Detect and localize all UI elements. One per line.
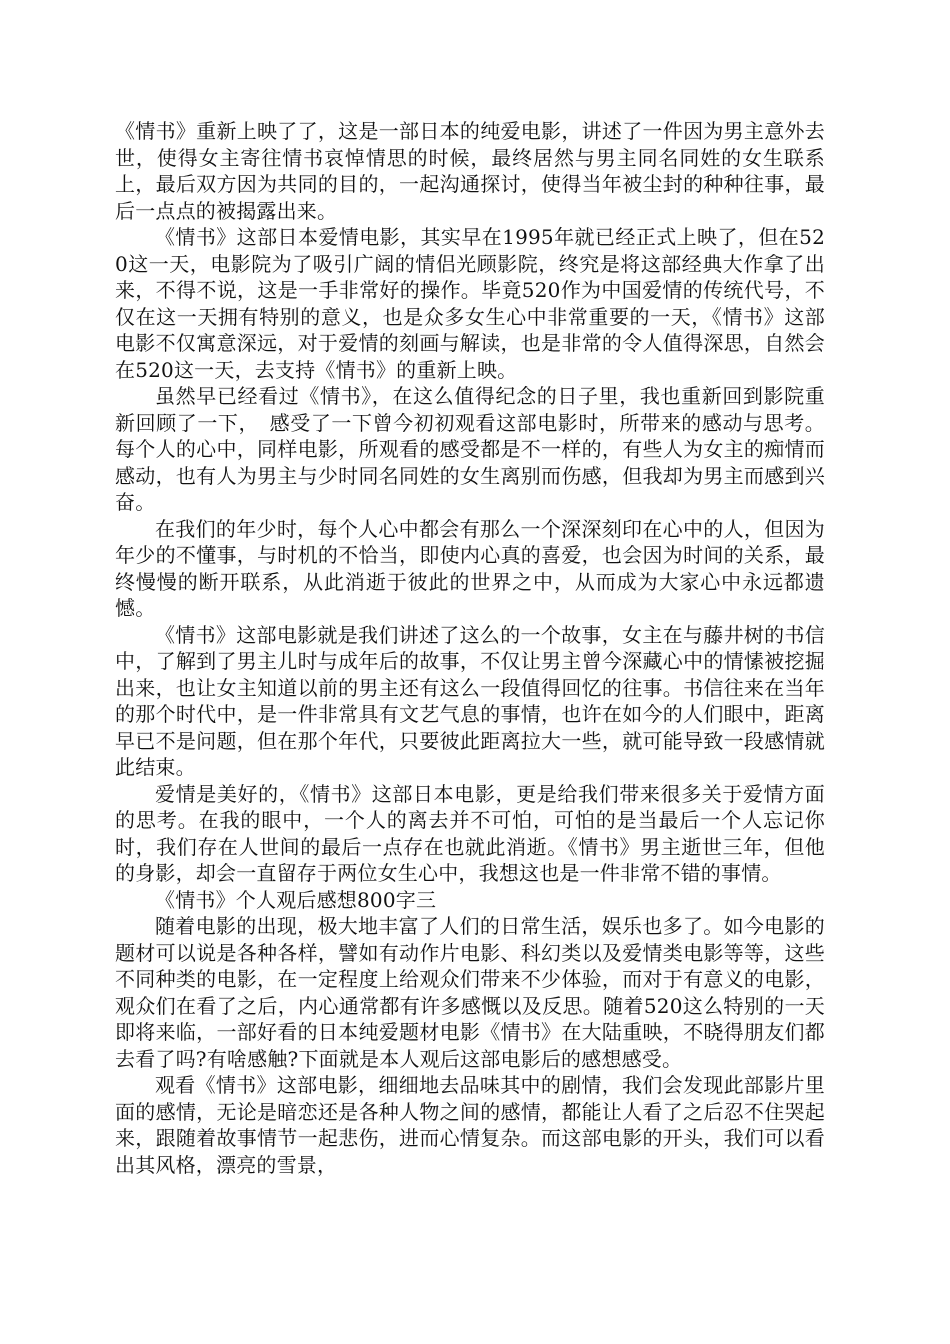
paragraph-3: 虽然早已经看过《情书》，在这么值得纪念的日子里，我也重新回到影院重新回顾了一下， 感受了一下曾今初初观看这部电影时，所带来的感动与思考。每个人的心中，同样电影，所观看的感受都是不一样的，有些人为女主的痴情而感动，也有人为男主与少时同名同姓的女生离别而伤感，但我却为男主而感到兴奋。: [115, 384, 825, 514]
paragraph-1: 《情书》重新上映了了，这是一部日本的纯爱电影，讲述了一件因为男主意外去世，使得女主寄往情书哀悼情思的时候，最终居然与男主同名同姓的女生联系上，最后双方因为共同的目的，一起沟通探讨，使得当年被尘封的种种往事，最后一点点的被揭露出来。: [115, 119, 825, 223]
document-body: [115, 118, 825, 1178]
paragraph-5: 《情书》这部电影就是我们讲述了这么的一个故事，女主在与藤井树的书信中，了解到了男主儿时与成年后的故事，不仅让男主曾今深藏心中的情愫被挖掘出来，也让女主知道以前的男主还有这么一段值得回忆的往事。书信往来在当年的那个时代中，是一件非常具有文艺气息的事情，也许在如今的人们眼中，距离早已不是问题，但在那个年代，只要彼此距离拉大一些，就可能导致一段感情就此结束。: [115, 622, 825, 779]
paragraph-2: 《情书》这部日本爱情电影，其实早在1995年就已经正式上映了，但在520这一天，电影院为了吸引广阔的情侣光顾影院，终究是将这部经典大作拿了出来，不得不说，这是一手非常好的操作。毕竟520作为中国爱情的传统代号，不仅在这一天拥有特别的意义，也是众多女生心中非常重要的一天，《情书》这部电影不仅寓意深远，对于爱情的刻画与解读，也是非常的令人值得深思，自然会在520这一天，去支持《情书》的重新上映。: [115, 225, 825, 382]
section-heading: 《情书》个人观后感想800字三: [155, 887, 437, 912]
paragraph-4: 在我们的年少时，每个人心中都会有那么一个深深刻印在心中的人，但因为年少的不懂事，与时机的不恰当，即使内心真的喜爱，也会因为时间的关系，最终慢慢的断开联系，从此消逝于彼此的世界之中，从而成为大家心中永远都遗憾。: [115, 516, 825, 620]
paragraph-6: 爱情是美好的，《情书》这部日本电影，更是给我们带来很多关于爱情方面的思考。在我的眼中，一个人的离去并不可怕，可怕的是当最后一个人忘记你时，我们存在人世间的最后一点存在也就此消逝。《情书》男主逝世三年，但他的身影，却会一直留存于两位女生心中，我想这也是一件非常不错的事情。: [115, 781, 825, 885]
paragraph-7: 随着电影的出现，极大地丰富了人们的日常生活，娱乐也多了。如今电影的题材可以说是各种各样，譬如有动作片电影、科幻类以及爱情类电影等等，这些不同种类的电影，在一定程度上给观众们带来不少体验，而对于有意义的电影，观众们在看了之后，内心通常都有许多感慨以及反思。随着520这么特别的一天即将来临，一部好看的日本纯爱题材电影《情书》在大陆重映，不晓得朋友们都去看了吗?有啥感触?下面就是本人观后这部电影后的感想感受。: [115, 914, 825, 1071]
paragraph-8: 观看《情书》这部电影，细细地去品味其中的剧情，我们会发现此部影片里面的感情，无论是暗恋还是各种人物之间的感情，都能让人看了之后忍不住哭起来，跟随着故事情节一起悲伤，进而心情复杂。而这部电影的开头，我们可以看出其风格，漂亮的雪景，: [115, 1073, 825, 1177]
